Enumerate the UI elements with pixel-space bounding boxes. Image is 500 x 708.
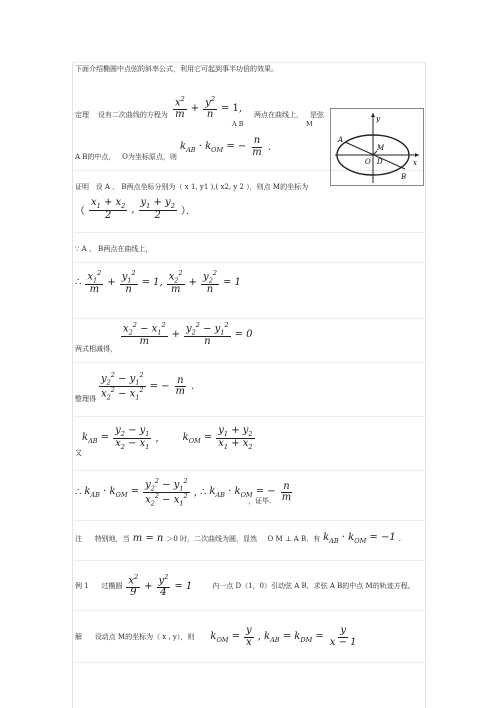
- ellipse-figure: [330, 108, 424, 186]
- rule: [72, 520, 425, 521]
- origin-text: O为坐标原点，则: [122, 153, 177, 161]
- example-line: [75, 574, 415, 598]
- x-axis-arrow: [415, 153, 419, 157]
- example-label: 例 1: [75, 582, 89, 591]
- slope-definitions: $k_{AB}$ = $\frac{y_2 - y_1}{x_2 - x_1}$ , $k_{OM}$ = $\frac{y_1 + y_2}{x_1 + x_2}$: [82, 425, 253, 451]
- label-m-point: M: [377, 144, 385, 152]
- label-b: B: [401, 173, 407, 181]
- theorem-conclusion: $k_{AB} \cdot k_{OM}$ = − $\frac{n}{m}$ .: [180, 135, 271, 158]
- label-y: y: [376, 115, 380, 123]
- rule: [72, 416, 425, 417]
- label-d: D: [377, 158, 383, 166]
- note-text-2: ＞0 时，二次曲线为圆，显然: [166, 534, 258, 543]
- rule: [72, 318, 425, 319]
- theorem-text-1: 设有二次曲线的方程为: [97, 111, 168, 119]
- rule: [72, 610, 425, 611]
- note-text-1: 特别地，当: [94, 534, 130, 543]
- label-m: M: [306, 120, 313, 128]
- ratio-equation: $\frac{y_2^2 - y_1^2}{x_2^2 - x_1^2}$ = − $\frac{n}{m}$ .: [101, 371, 195, 402]
- right-margin-line: [425, 62, 426, 708]
- label-x: x: [413, 159, 417, 167]
- intro-text: 下面介绍椭圆中点弦的斜率公式，利用它可起到事半功倍的效果。: [75, 65, 278, 73]
- ellipse-diagram: [331, 109, 423, 185]
- curve-equations: ∴ $\frac{x_1^2}{m}$ + $\frac{y_1^2}{n}$ = 1, $\frac{x_2^2}{m}$ + $\frac{y_2^2}{n}$ = 1: [75, 269, 241, 296]
- note-text-3: O M ⊥ A B，有: [267, 534, 321, 543]
- solution-slopes: $k_{OM}$ = $\frac{y}{x}$ , $k_{AB} = k_{DM}$ = $\frac{y}{x - 1}$: [210, 625, 357, 648]
- rule: [72, 262, 425, 263]
- theorem-text-2: 两点在曲线上，: [254, 111, 303, 119]
- theorem-text-4: [75, 152, 177, 162]
- label-ab: A B: [232, 120, 244, 128]
- paren-close: ）．: [180, 206, 196, 218]
- rule: [72, 232, 425, 233]
- theorem-label: 定理: [75, 111, 89, 119]
- example-text-1: 过椭圆: [101, 582, 123, 591]
- proof-line: [75, 182, 308, 192]
- rule: [72, 560, 425, 561]
- theorem-text-3: 是弦: [310, 111, 324, 119]
- note-label: 注: [75, 534, 82, 543]
- proof-text-1: 设 A 、 B两点坐标分别为（: [95, 183, 183, 191]
- label-a: A: [338, 136, 344, 144]
- subtract-text: 两式相减得，: [75, 345, 117, 353]
- rule: [72, 362, 425, 363]
- point-b-coords: x2, y 2: [220, 183, 244, 191]
- rule: [72, 470, 425, 471]
- ab-midpoint-text: A B的中点，: [75, 153, 116, 161]
- product-derivation: ∴ $k_{AB} \cdot k_{OM}$ = $\frac{y_2^2 - y_1^2}{x_2^2 - x_1^2}$ , ∴ $k_{AB} \cdot k_{OM}$ = − $\frac{n}{m}$: [75, 477, 292, 508]
- solution-label: 解: [75, 633, 82, 641]
- rule: [72, 662, 425, 663]
- paren-open: （: [75, 206, 85, 218]
- example-text-2: 内一点 D（1，0）引动弦 A B，求弦 A B的中点 M的轨迹方程。: [212, 582, 415, 591]
- midpoint-coords: （ $\frac{x_1 + x_2}{2}$ , $\frac{y_1 + y_2}{2}$ ）．: [75, 197, 196, 221]
- example-ellipse-equation: $\frac{x^2}{9}$ + $\frac{y^2}{4}$ = 1: [128, 573, 193, 598]
- since-text: ∵ A 、 B两点在曲线上，: [75, 245, 153, 253]
- proof-done: ，证毕.: [248, 497, 272, 505]
- proof-label: 证明: [75, 183, 89, 191]
- theorem-lead: [75, 110, 168, 120]
- y-axis-arrow: [371, 113, 375, 117]
- note-line: 注 特别地，当 m = n ＞0 时，二次曲线为圆，显然 O M ⊥ A B，有 $k_{AB} \cdot k_{OM} = -1$ .: [75, 532, 401, 545]
- note-end: .: [398, 534, 401, 543]
- therefore-symbol: ∴: [75, 487, 82, 499]
- proof-text-2: ），则点 M的坐标为: [246, 183, 309, 191]
- top-rule: [72, 62, 425, 63]
- ellipse-equation: $\frac{x^2}{m}$ + $\frac{y^2}{n}$ = 1,: [175, 95, 243, 120]
- solution-line: [75, 626, 360, 648]
- difference-equation: $\frac{x_2^2 - x_1^2}{m}$ + $\frac{y_2^2 - y_1^2}{n}$ = 0: [123, 321, 253, 348]
- solution-text-1: 设动点 M的坐标为（ x , y），则: [94, 633, 195, 641]
- label-o: O: [365, 158, 371, 166]
- coord-separator: ),(: [210, 183, 219, 191]
- left-margin-line: [72, 62, 73, 708]
- also-text: 又: [75, 449, 82, 457]
- point-a-coords: x 1, y1: [184, 183, 209, 191]
- tidy-text: 整理得: [75, 395, 96, 403]
- equation-rhs: = 1,: [220, 102, 243, 114]
